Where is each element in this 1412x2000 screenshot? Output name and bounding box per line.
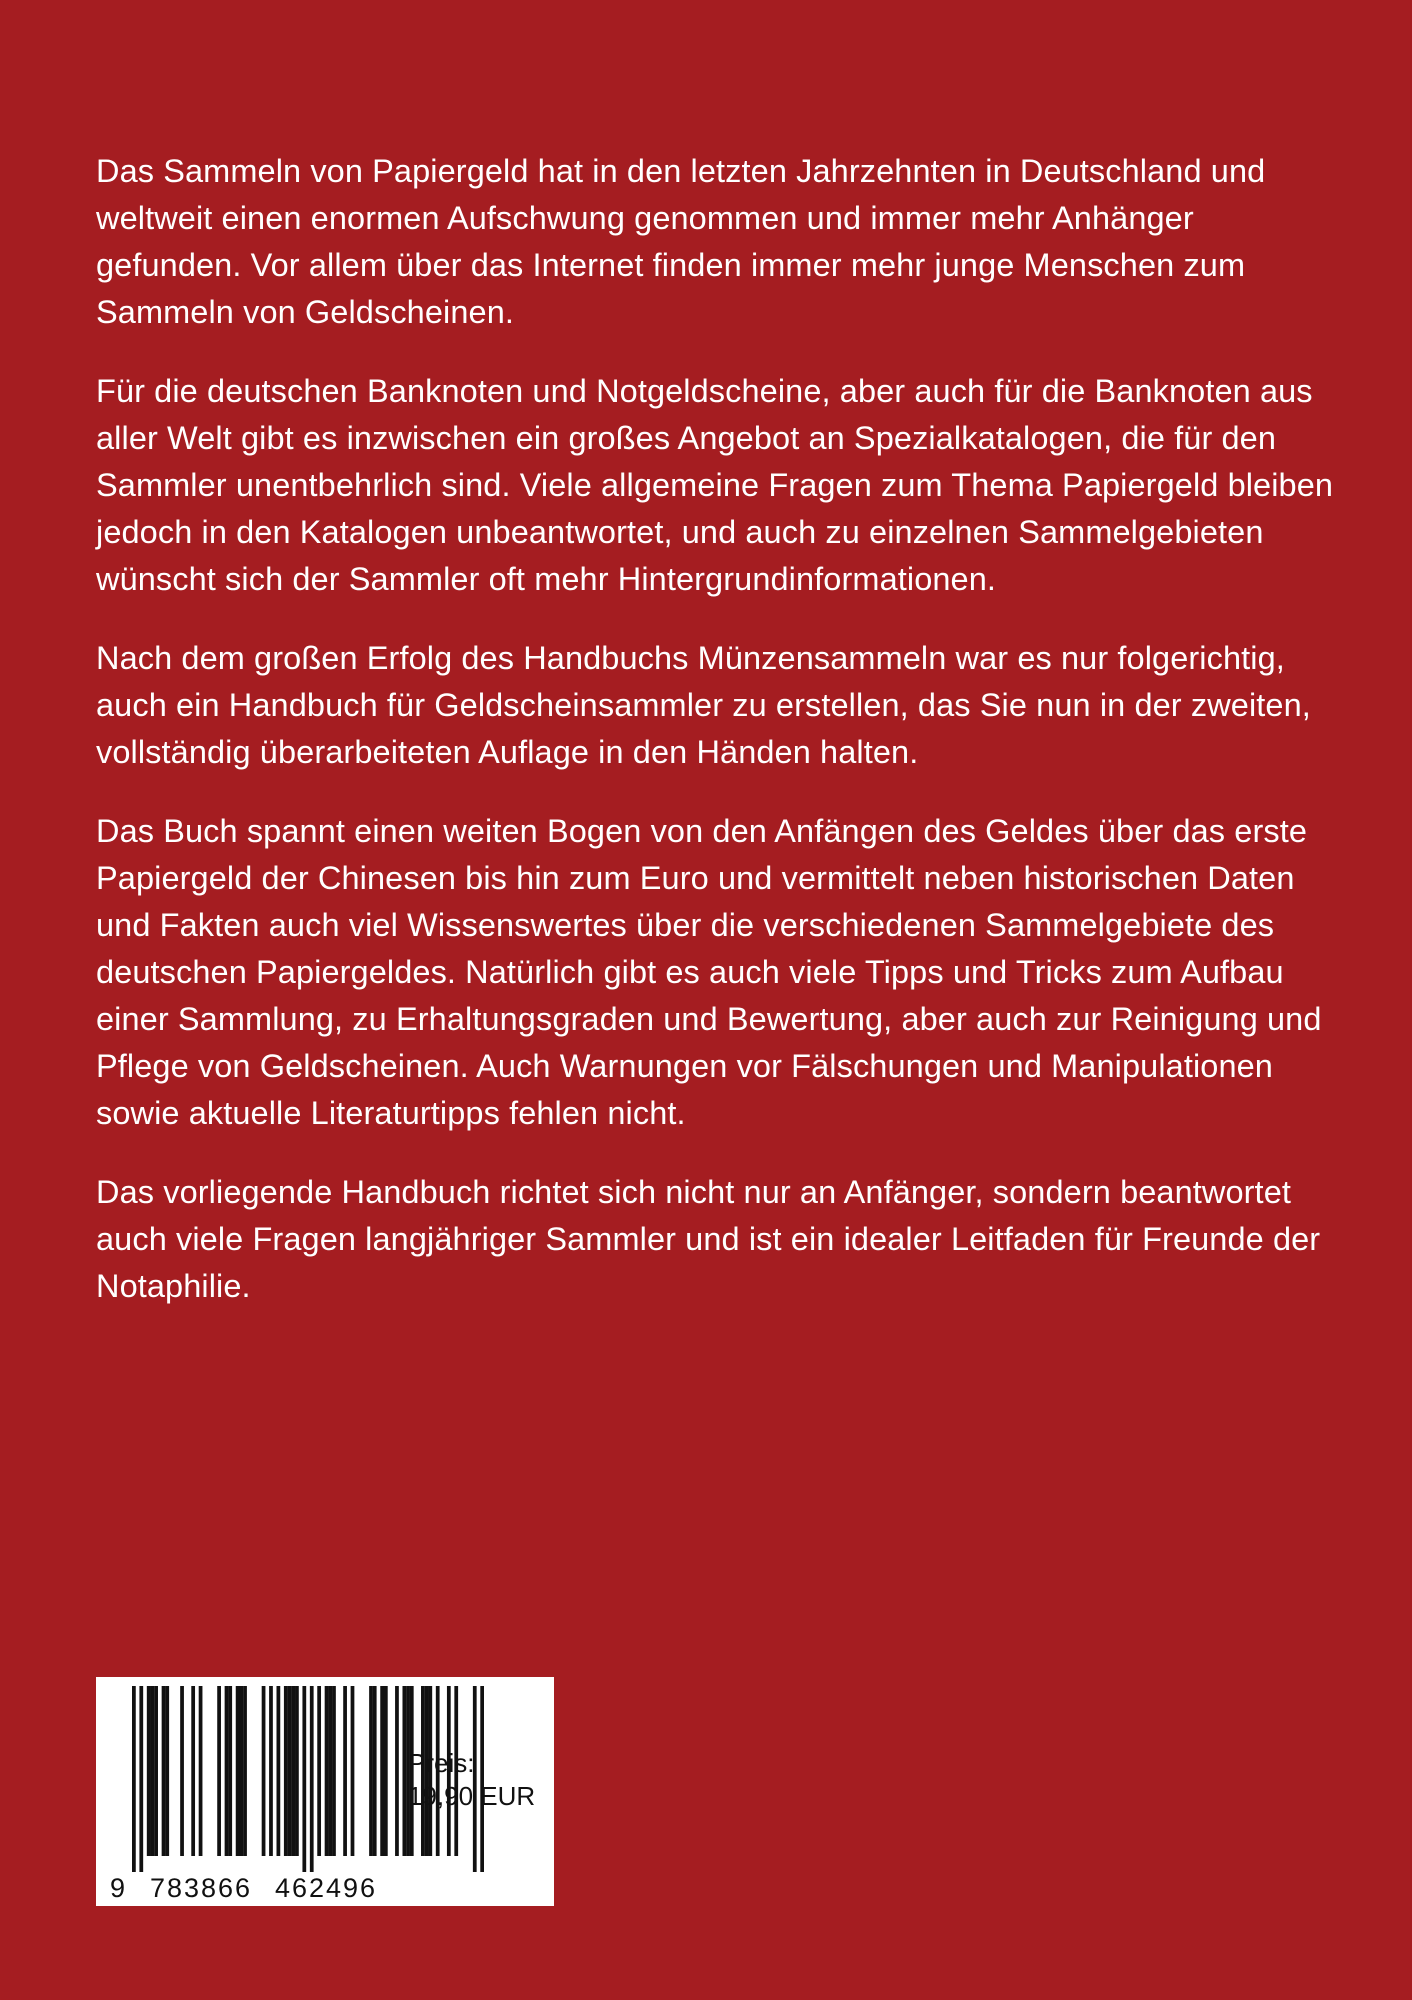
blurb-paragraph-4: Das Buch spannt einen weiten Bogen von den Anfängen des Geldes über das erste Papiergeld der Chinesen bis hin zum Euro und vermittelt neben historischen Daten und Fakten auch viel Wissenswertes über die verschiedenen Sammelgebiete des deutschen Papiergeldes. Natürlich gibt es auch viele Tipps und Tricks zum Aufbau einer Sammlung, zu Erhaltungsgraden und Bewertung, aber auch zur Reinigung und Pflege von Geldscheinen. Auch Warnungen vor Fälschungen und Manipulationen sowie aktuelle Literaturtipps fehlen nicht. — [96, 813, 1322, 1131]
barcode-bar — [288, 1686, 292, 1856]
blurb-paragraph-5: Das vorliegende Handbuch richtet sich nicht nur an Anfänger, sondern beantwortet auch viele Fragen langjähriger Sammler und ist ein idealer Leitfaden für Freunde der Notaphilie. — [96, 1174, 1321, 1304]
barcode-bar — [310, 1686, 314, 1872]
barcode-bar — [132, 1686, 136, 1872]
barcode-bar — [154, 1686, 158, 1856]
isbn-price-box — [96, 1677, 554, 1906]
barcode-bar — [151, 1686, 155, 1856]
barcode-bar — [236, 1686, 240, 1856]
blurb-paragraph-3: Nach dem großen Erfolg des Handbuchs Münzensammeln war es nur folgerichtig, auch ein Handbuch für Geldscheinsammler zu erstellen, das Sie nun in der zweiten, vollständig überarbeiteten Auflage in den Händen halten. — [96, 640, 1311, 770]
barcode-bar — [480, 1686, 484, 1872]
barcode-bar — [395, 1686, 399, 1856]
barcode-bar — [277, 1686, 281, 1856]
barcode-bar — [291, 1686, 295, 1856]
barcode-bar — [373, 1686, 377, 1856]
barcode-bar — [225, 1686, 229, 1856]
blurb-paragraph-2: Für die deutschen Banknoten und Notgeldscheine, aber auch für die Banknoten aus aller Welt gibt es inzwischen ein großes Angebot an Spezialkatalogen, die für den Sammler unentbehrlich sind. Viele allgemeine Fragen zum Thema Papiergeld bleiben jedoch in den Katalogen unbeantwortet, und auch zu einzelnen Sammelgebieten wünscht sich der Sammler oft mehr Hintergrundinformationen. — [96, 373, 1334, 597]
barcode-bar — [402, 1686, 406, 1856]
barcode-bar — [180, 1686, 184, 1856]
barcode-bar — [217, 1686, 221, 1856]
barcode-bar — [262, 1686, 266, 1856]
barcode-bar — [380, 1686, 384, 1856]
barcode-bar — [351, 1686, 355, 1856]
barcode-bar — [165, 1686, 169, 1856]
blurb-text — [96, 148, 1336, 1342]
barcode-bar — [328, 1686, 332, 1856]
barcode-bar — [369, 1686, 373, 1856]
barcode-bar — [302, 1686, 306, 1872]
barcode-bar — [228, 1686, 232, 1856]
barcode-bar — [239, 1686, 243, 1856]
barcode-bar — [139, 1686, 143, 1872]
barcode-bar — [295, 1686, 299, 1856]
barcode-bar — [191, 1686, 195, 1856]
barcode-bar — [284, 1686, 288, 1856]
barcode-bar — [343, 1686, 347, 1856]
price-label: Preis: — [408, 1748, 475, 1778]
ean-first-digit: 9 — [110, 1873, 126, 1903]
barcode-bar — [332, 1686, 336, 1856]
ean-left-digits: 783866 — [149, 1873, 253, 1903]
ean-right-digits: 462496 — [274, 1873, 378, 1903]
blurb-paragraph-1: Das Sammeln von Papiergeld hat in den letzten Jahrzehnten in Deutschland und weltweit einen enormen Aufschwung genommen und immer mehr Anhänger gefunden. Vor allem über das Internet finden immer mehr junge Menschen zum Sammeln von Geldscheinen. — [96, 153, 1266, 330]
barcode-bar — [317, 1686, 321, 1856]
price-value: 19,90 EUR — [408, 1781, 536, 1811]
barcode-bar — [325, 1686, 329, 1856]
barcode-bar — [199, 1686, 203, 1856]
barcode-bar — [162, 1686, 166, 1856]
barcode-bar — [384, 1686, 388, 1856]
barcode-bar — [243, 1686, 247, 1856]
barcode-bar — [269, 1686, 273, 1856]
barcode-bar — [147, 1686, 151, 1856]
